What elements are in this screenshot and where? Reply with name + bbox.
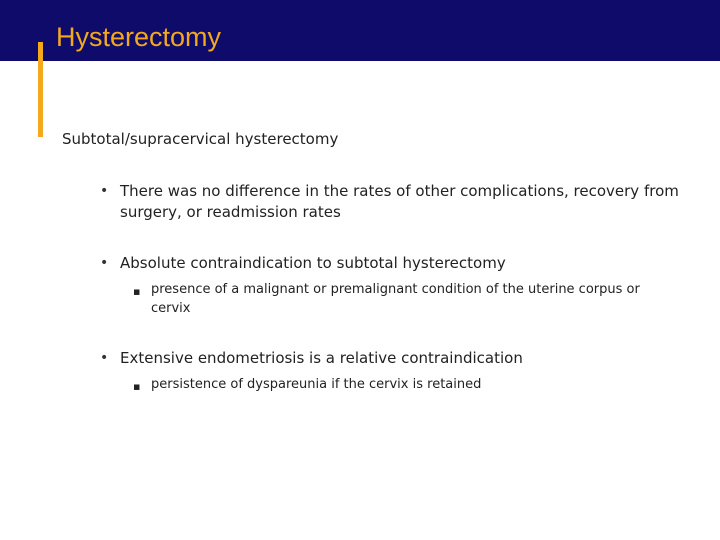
bullet-item bbox=[62, 181, 682, 223]
bullet-text: Absolute contraindication to subtotal hysterectomy bbox=[120, 254, 506, 272]
bullet-text: There was no difference in the rates of other complications, recovery from surgery, or readmission rates bbox=[120, 182, 679, 221]
slide-title: Hysterectomy bbox=[56, 22, 222, 52]
slide-content bbox=[62, 128, 682, 394]
bullet-icon: • bbox=[100, 255, 109, 271]
sub-bullet-text: persistence of dyspareunia if the cervix is retained bbox=[151, 377, 482, 392]
bullet-list bbox=[62, 181, 682, 394]
bullet-text: Extensive endometriosis is a relative contraindication bbox=[120, 349, 523, 367]
square-bullet-icon: ▪ bbox=[133, 380, 141, 393]
slide-subtitle: Subtotal/supracervical hysterectomy bbox=[62, 130, 339, 148]
bullet-item bbox=[62, 348, 682, 394]
accent-bar bbox=[38, 42, 43, 137]
sub-bullet-text: presence of a malignant or premalignant condition of the uterine corpus or cervix bbox=[151, 282, 640, 316]
sub-bullet-list bbox=[120, 280, 682, 318]
bullet-item bbox=[62, 253, 682, 318]
sub-bullet-list bbox=[120, 375, 682, 394]
bullet-icon: • bbox=[100, 183, 109, 199]
sub-bullet-item bbox=[120, 375, 682, 394]
bullet-icon: • bbox=[100, 350, 109, 366]
sub-bullet-item bbox=[120, 280, 682, 318]
square-bullet-icon: ▪ bbox=[133, 285, 141, 298]
